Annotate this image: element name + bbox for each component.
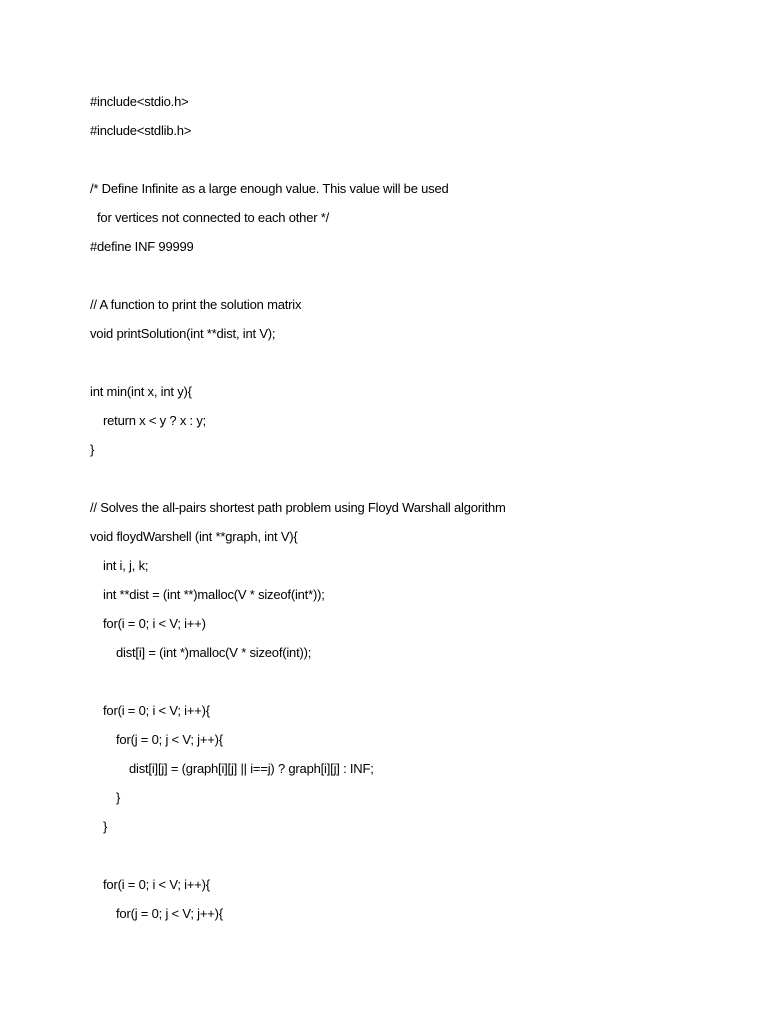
code-line: } [116, 790, 121, 805]
code-line: void floydWarshell (int **graph, int V){ [90, 529, 298, 544]
code-line: void printSolution(int **dist, int V); [90, 326, 276, 341]
code-line: return x < y ? x : y; [103, 413, 207, 428]
code-line: int **dist = (int **)malloc(V * sizeof(int*)); [103, 587, 325, 602]
code-line: dist[i][j] = (graph[i][j] || i==j) ? graph[i][j] : INF; [129, 761, 374, 776]
code-line: for(i = 0; i < V; i++){ [103, 703, 210, 718]
code-line: for(j = 0; j < V; j++){ [116, 732, 223, 747]
code-line: #define INF 99999 [90, 239, 194, 254]
code-line: } [90, 442, 95, 457]
code-line: dist[i] = (int *)malloc(V * sizeof(int)); [116, 645, 312, 660]
code-line: /* Define Infinite as a large enough value. This value will be used [90, 181, 449, 196]
code-line: #include<stdlib.h> [90, 123, 192, 138]
code-line: for(j = 0; j < V; j++){ [116, 906, 223, 921]
code-line: for(i = 0; i < V; i++){ [103, 877, 210, 892]
code-line: } [103, 819, 108, 834]
code-line: #include<stdio.h> [90, 94, 189, 109]
code-line: for(i = 0; i < V; i++) [103, 616, 206, 631]
code-line: int min(int x, int y){ [90, 384, 192, 399]
code-line: int i, j, k; [103, 558, 149, 573]
code-line: // Solves the all-pairs shortest path problem using Floyd Warshall algorithm [90, 500, 506, 515]
code-line: for vertices not connected to each other */ [97, 210, 330, 225]
code-line: // A function to print the solution matrix [90, 297, 302, 312]
